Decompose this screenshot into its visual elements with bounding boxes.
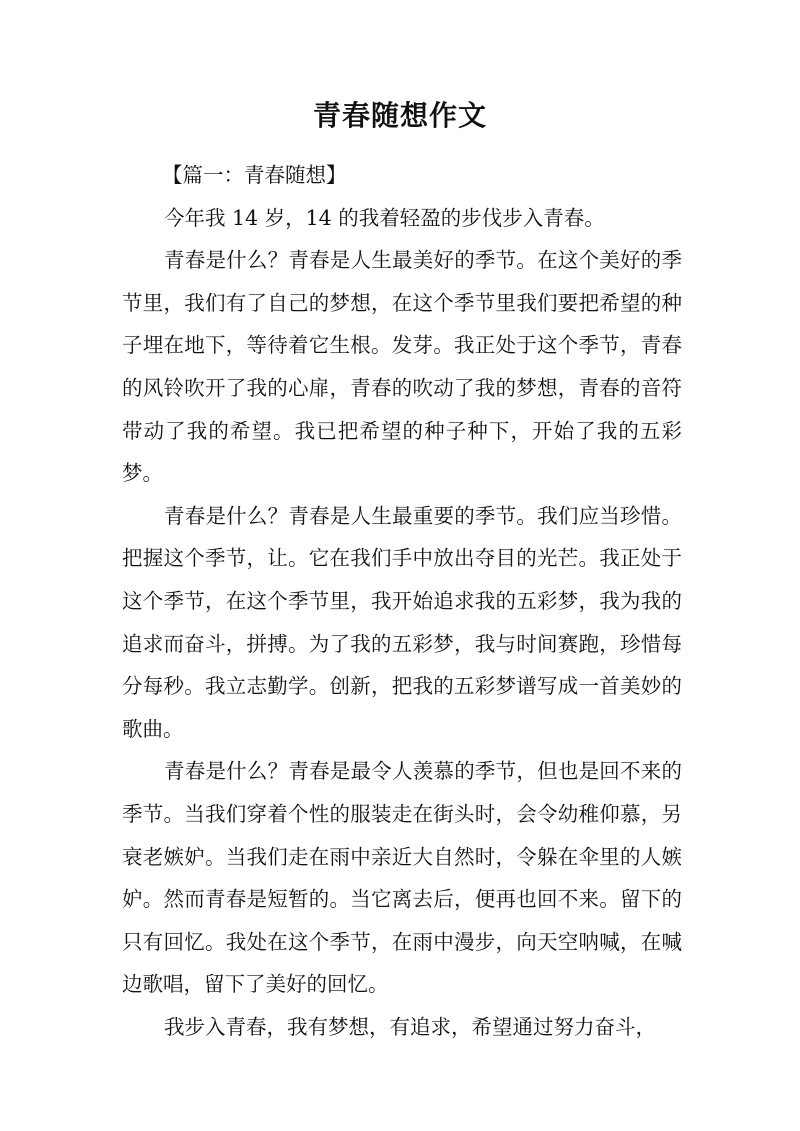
paragraph-4: 青春是什么？青春是最令人羡慕的季节，但也是回不来的季节。当我们穿着个性的服装走在街头时，会令幼稚仰慕，另衰老嫉妒。当我们走在雨中亲近大自然时，令躲在伞里的人嫉妒。然而青春是短暂的。当它离去后，便再也回不来。留下的只有回忆。我处在这个季节，在雨中漫步，向天空呐喊，在喊边歌唱，留下了美好的回忆。 xyxy=(122,759,682,997)
document-body xyxy=(122,154,682,1048)
document-title: 青春随想作文 xyxy=(312,99,487,132)
paragraph-1: 今年我 14 岁，14 的我着轻盈的步伐步入青春。 xyxy=(164,205,605,230)
paragraph-5: 我步入青春，我有梦想，有追求，希望通过努力奋斗， xyxy=(164,1014,656,1039)
paragraph-2: 青春是什么？青春是人生最美好的季节。在这个美好的季节里，我们有了自己的梦想，在这个季节里我们要把希望的种子埋在地下，等待着它生根。发芽。我正处于这个季节，青春的风铃吹开了我的心扉，青春的吹动了我的梦想，青春的音符带动了我的希望。我已把希望的种子种下，开始了我的五彩梦。 xyxy=(122,248,682,486)
section-heading: 【篇一：青春随想】 xyxy=(162,163,347,187)
paragraph-3: 青春是什么？青春是人生最重要的季节。我们应当珍惜。把握这个季节，让。它在我们手中放出夺目的光芒。我正处于这个季节，在这个季节里，我开始追求我的五彩梦，我为我的追求而奋斗，拼搏。为了我的五彩梦，我与时间赛跑，珍惜每分每秒。我立志勤学。创新，把我的五彩梦谱写成一首美妙的歌曲。 xyxy=(122,503,682,741)
